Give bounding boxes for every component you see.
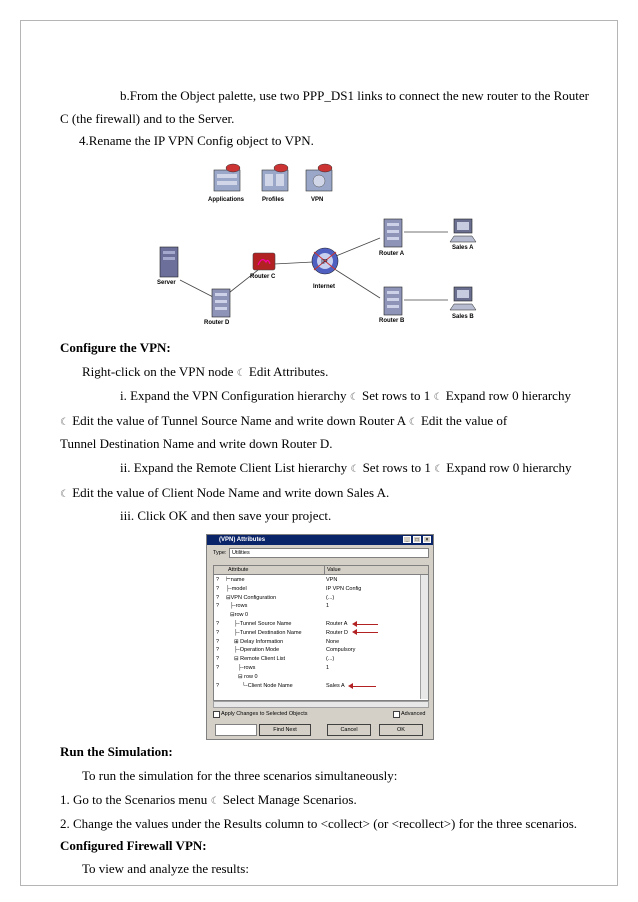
arrowhead-icon	[348, 683, 353, 689]
profiles-label: Profiles	[262, 197, 285, 203]
table-row[interactable]	[214, 664, 419, 672]
arrow-icon: ☾	[236, 368, 246, 379]
help-icon[interactable]: ?	[216, 603, 220, 610]
attribute-name: ⊢name	[226, 577, 245, 583]
arrow-icon: ☾	[350, 464, 360, 475]
type-label: Type:	[213, 550, 227, 556]
step-ii: ii. Expand the Remote Client List hierarchy ☾ Set rows to 1 ☾ Expand row 0 hierarchy	[120, 460, 572, 475]
attribute-value[interactable]: Router D	[326, 629, 349, 636]
table-row[interactable]	[214, 646, 419, 654]
arrow-icon: ☾	[60, 489, 69, 500]
attribute-value[interactable]: Sales A	[326, 682, 345, 689]
sales-a-workstation-icon[interactable]	[448, 218, 478, 244]
step-i: i. Expand the VPN Configuration hierarchy ☾ Set rows to 1 ☾ Expand row 0 hierarchy	[120, 388, 571, 403]
arrowhead-icon	[352, 629, 357, 635]
maximize-icon[interactable]: □	[413, 536, 421, 543]
attribute-value[interactable]: (...)	[326, 594, 335, 601]
annotation-arrow-tunnel-destination	[354, 632, 378, 633]
attribute-value[interactable]: (...)	[326, 656, 335, 663]
results-intro: To view and analyze the results:	[82, 861, 249, 876]
dialog-title-bar	[207, 535, 433, 545]
attribute-name: ├-Tunnel Source Name	[234, 621, 292, 627]
type-field[interactable]: Utilities	[229, 548, 429, 558]
attribute-value[interactable]: None	[326, 638, 340, 645]
step-iii: iii. Click OK and then save your project.	[120, 508, 332, 523]
sales-b-workstation-icon[interactable]	[448, 286, 478, 312]
attribute-value[interactable]: Router A	[326, 621, 348, 627]
help-icon[interactable]: ?	[216, 647, 220, 654]
run-step-2: 2. Change the values under the Results column to <collect> (or <recollect>) for the three scenarios.	[60, 816, 578, 831]
help-icon[interactable]: ?	[216, 638, 220, 645]
server-label: Server	[157, 280, 176, 286]
run-intro: To run the simulation for the three scenarios simultaneously:	[82, 768, 398, 783]
vertical-scrollbar[interactable]	[420, 575, 428, 699]
table-row[interactable]	[214, 638, 419, 646]
apply-changes-label: Apply Changes to Selected Objects	[221, 711, 308, 717]
column-value: Value	[324, 566, 341, 574]
minimize-icon[interactable]: _	[403, 536, 411, 543]
table-row[interactable]	[214, 585, 419, 593]
internet-icon[interactable]	[310, 246, 340, 276]
network-diagram	[150, 158, 490, 336]
attribute-name: ⊟row 0	[230, 612, 249, 619]
table-row[interactable]	[214, 576, 419, 584]
table-row[interactable]	[214, 602, 419, 610]
help-icon[interactable]: ?	[216, 656, 220, 663]
vpn-config-icon[interactable]	[305, 162, 333, 192]
apply-changes-checkbox[interactable]	[213, 711, 220, 718]
ip-text: IP	[321, 259, 328, 266]
help-icon[interactable]: ?	[216, 621, 220, 627]
table-row[interactable]	[214, 655, 419, 663]
attribute-name: ⊞ Delay Information	[234, 638, 284, 645]
attribute-name: ├-Operation Mode	[234, 647, 280, 654]
dialog-title: (VPN) Attributes	[219, 537, 266, 543]
step-i-line3: Tunnel Destination Name and write down Router D.	[60, 436, 333, 451]
router-d-label: Router D	[204, 320, 230, 326]
table-row[interactable]	[214, 620, 419, 628]
table-row[interactable]	[214, 682, 419, 690]
attribute-name: └-Client Node Name	[242, 682, 293, 689]
help-icon[interactable]: ?	[216, 585, 220, 592]
router-d-icon[interactable]	[210, 288, 232, 318]
instruction-b: b.From the Object palette, use two PPP_DS1 links to connect the new router to the Router	[120, 88, 590, 103]
heading-run-simulation: Run the Simulation:	[60, 744, 173, 759]
instruction-right-click: Right-click on the VPN node ☾ Edit Attributes.	[82, 364, 329, 379]
attribute-value[interactable]: VPN	[326, 577, 338, 583]
arrow-icon: ☾	[434, 464, 444, 475]
table-row[interactable]	[214, 594, 419, 602]
advanced-label: Advanced	[401, 711, 426, 717]
table-row[interactable]	[214, 629, 419, 637]
search-field[interactable]	[215, 724, 257, 736]
attribute-value[interactable]: 1	[326, 603, 330, 610]
close-icon[interactable]: ×	[423, 536, 431, 543]
arrowhead-icon	[352, 621, 357, 627]
annotation-arrow-tunnel-source	[354, 624, 378, 625]
attribute-name: ├-model	[226, 585, 247, 592]
find-next-button[interactable]: Find Next	[259, 724, 311, 736]
router-b-icon[interactable]	[382, 286, 404, 316]
annotation-arrow-client-node	[350, 686, 376, 687]
ok-button[interactable]: OK	[379, 724, 423, 736]
step-ii-line2: ☾ Edit the value of Client Node Name and write down Sales A.	[60, 485, 390, 500]
arrow-icon: ☾	[60, 417, 69, 428]
table-row[interactable]	[214, 673, 419, 681]
vpn-label: VPN	[311, 197, 324, 203]
heading-configure-vpn: Configure the VPN:	[60, 340, 171, 355]
router-a-icon[interactable]	[382, 218, 404, 248]
attribute-value[interactable]: Compulsory	[326, 647, 356, 654]
advanced-checkbox[interactable]	[393, 711, 400, 718]
attribute-name: ⊟VPN Configuration	[226, 594, 277, 601]
attribute-name: ⊟ Remote Client List	[234, 656, 286, 663]
cancel-button[interactable]: Cancel	[327, 724, 371, 736]
instruction-b-cont: C (the firewall) and to the Server.	[60, 111, 235, 126]
vpn-attributes-dialog	[206, 534, 434, 740]
arrow-icon: ☾	[210, 796, 220, 807]
help-icon[interactable]: ?	[216, 594, 220, 601]
attribute-name: ├-rows	[238, 665, 256, 671]
instruction-4: 4.Rename the IP VPN Config object to VPN.	[79, 133, 314, 148]
heading-configured-firewall-vpn: Configured Firewall VPN:	[60, 838, 207, 853]
attribute-name: ├-rows	[230, 603, 248, 610]
run-step-1: 1. Go to the Scenarios menu ☾ Select Manage Scenarios.	[60, 792, 357, 807]
profiles-icon[interactable]	[261, 162, 289, 192]
table-header	[214, 566, 428, 575]
help-icon[interactable]: ?	[216, 665, 220, 671]
attribute-name: ├-Tunnel Destination Name	[234, 629, 302, 636]
arrow-icon: ☾	[433, 392, 443, 403]
sales-b-label: Sales B	[452, 314, 474, 320]
sales-a-label: Sales A	[452, 245, 474, 251]
help-icon[interactable]: ?	[216, 629, 220, 636]
applications-icon[interactable]	[213, 162, 241, 192]
internet-label: Internet	[313, 284, 336, 290]
attribute-name: ⊟ row 0	[238, 673, 258, 680]
attribute-value[interactable]: IP VPN Config	[326, 585, 362, 592]
table-row[interactable]	[214, 611, 419, 619]
column-attribute: Attribute	[228, 567, 249, 573]
help-icon[interactable]: ?	[216, 682, 220, 689]
step-i-line2: ☾ Edit the value of Tunnel Source Name and write down Router A ☾ Edit the value of	[60, 413, 508, 428]
router-a-label: Router A	[379, 251, 405, 257]
server-icon[interactable]	[158, 246, 180, 278]
router-c-firewall-icon[interactable]	[252, 250, 276, 272]
attribute-value[interactable]: 1	[326, 665, 330, 671]
horizontal-scrollbar[interactable]	[213, 701, 429, 708]
router-c-label: Router C	[250, 274, 276, 280]
router-b-label: Router B	[379, 318, 405, 324]
applications-label: Applications	[208, 197, 245, 203]
help-icon[interactable]: ?	[216, 577, 220, 583]
arrow-icon: ☾	[349, 392, 359, 403]
arrow-icon: ☾	[408, 417, 418, 428]
attribute-table	[213, 565, 429, 701]
